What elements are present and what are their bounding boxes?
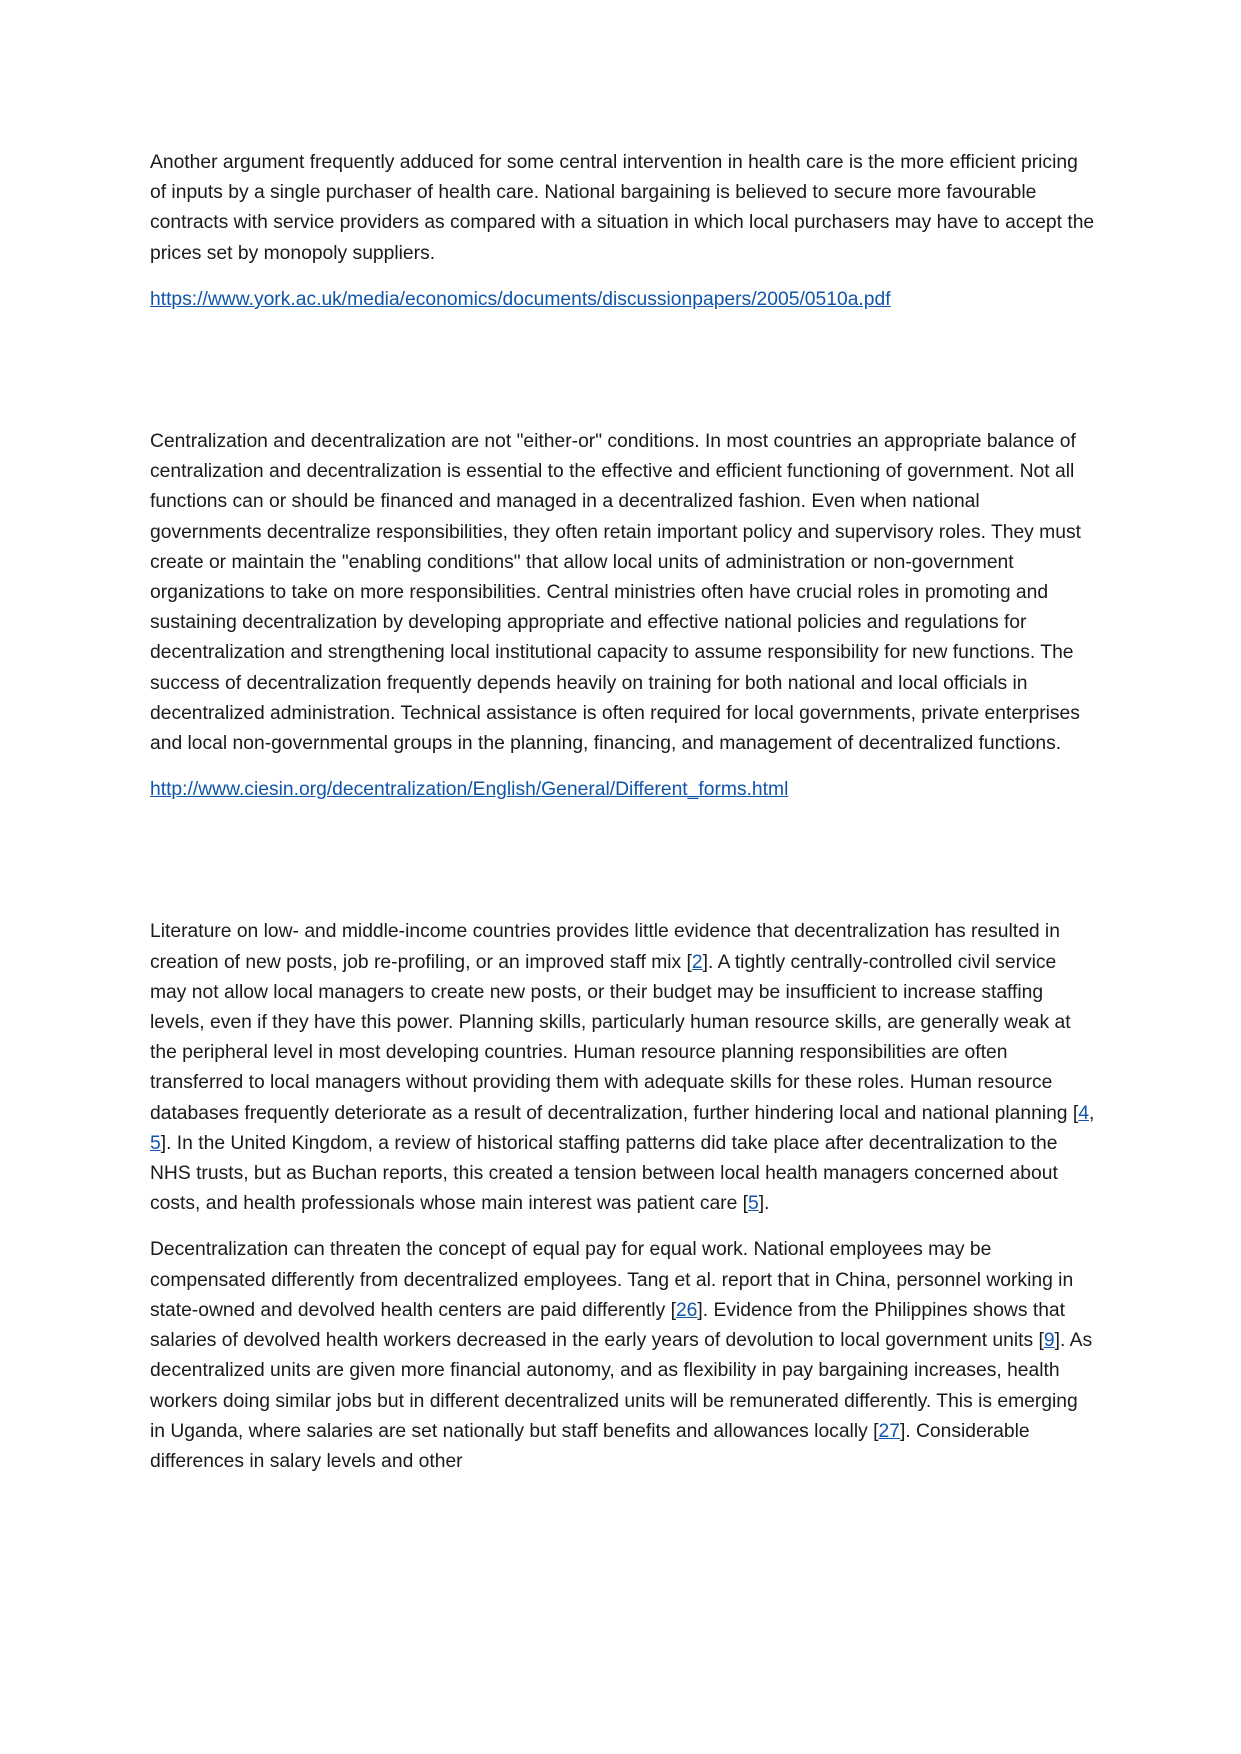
text-segment: ]. As decentralized units are given more financial autonomy, and as flexibility in pay bargaining increases, health workers doing similar jobs but in different decentralized units will be remunerated differently. This is emerging in Uganda, where salaries are set nationally but staff benefits and allowances locally [ <box>150 1330 1093 1442</box>
text-segment: ]. Evidence from the Philippines shows that salaries of devolved health workers decreased in the early years of devolution to local government units [ <box>150 1299 1065 1352</box>
text-segment: Literature on low- and middle-income countries provides little evidence that decentralization has resulted in creation of new posts, job re-profiling, or an improved staff mix [ <box>150 921 1060 973</box>
citation-link-4[interactable]: 4 <box>1078 1102 1089 1124</box>
source-link-york-line <box>150 285 1095 315</box>
text-segment: ]. A tightly centrally-controlled civil service may not allow local managers to create new posts, or their budget may be insufficient to increase staffing levels, even if they have this power. Planning skills, particularly human resource skills, are generally weak at the peripheral level in most developing countries. Human resource planning responsibilities are often transferred to local managers without providing them with adequate skills for these roles. Human resource databases frequently deteriorate as a result of decentralization, further hindering local and national planning [ <box>150 951 1079 1124</box>
source-link-ciesin[interactable]: http://www.ciesin.org/decentralization/English/General/Different_forms.html <box>150 779 789 801</box>
citation-link-5[interactable]: 5 <box>150 1132 161 1154</box>
citation-link-27[interactable]: 27 <box>878 1420 900 1442</box>
text-segment: ]. In the United Kingdom, a review of historical staffing patterns did take place after decentralization to the NHS trusts, but as Buchan reports, this created a tension between local health managers concerned about costs, and health professionals whose main interest was patient care [ <box>150 1132 1058 1215</box>
paragraph-centralization-balance: Centralization and decentralization are not "either-or" conditions. In most countries an appropriate balance of centralization and decentralization is essential to the effective and efficient functioning of government. Not all functions can or should be financed and managed in a decentralized fashion. Even when national governments decentralize responsibilities, they often retain important policy and supervisory roles. They must create or maintain the "enabling conditions" that allow local units of administration or non-government organizations to take on more responsibilities. Central ministries often have crucial roles in promoting and sustaining decentralization by developing appropriate and effective national policies and regulations for decentralization and strengthening local institutional capacity to assume responsibility for new functions. The success of decentralization frequently depends heavily on training for both national and local officials in decentralized administration. Technical assistance is often required for local governments, private enterprises and local non-governmental groups in the planning, financing, and management of decentralized functions. <box>150 431 1081 755</box>
spacer <box>150 315 1095 427</box>
citation-link-2[interactable]: 2 <box>691 951 703 973</box>
citation-link-26[interactable]: 26 <box>675 1299 698 1321</box>
document-body <box>150 148 1095 1493</box>
text-segment: , <box>1088 1102 1095 1124</box>
paragraph-equal-pay <box>150 1235 1095 1477</box>
spacer <box>150 805 1095 917</box>
text-segment: Decentralization can threaten the concept of equal pay for equal work. National employees may be compensated differently from decentralized employees. Tang et al. report that in China, personnel working in state-owned and devolved health centers are paid differently [ <box>150 1239 1074 1321</box>
citation-link-5[interactable]: 5 <box>748 1193 759 1215</box>
source-link-york[interactable]: https://www.york.ac.uk/media/economics/documents/discussionpapers/2005/0510a.pdf <box>150 288 891 310</box>
paragraph-literature-evidence <box>150 917 1095 1219</box>
paragraph-central-intervention: Another argument frequently adduced for some central intervention in health care is the more efficient pricing of inputs by a single purchaser of health care. National bargaining is believed to secure more favourable contracts with service providers as compared with a situation in which local purchasers may have to accept the prices set by monopoly suppliers. <box>150 152 1095 264</box>
text-segment: ]. <box>758 1193 770 1215</box>
citation-link-9[interactable]: 9 <box>1043 1330 1055 1352</box>
text-segment: ]. Considerable differences in salary levels and other <box>150 1420 1030 1472</box>
source-link-ciesin-line <box>150 775 1095 805</box>
